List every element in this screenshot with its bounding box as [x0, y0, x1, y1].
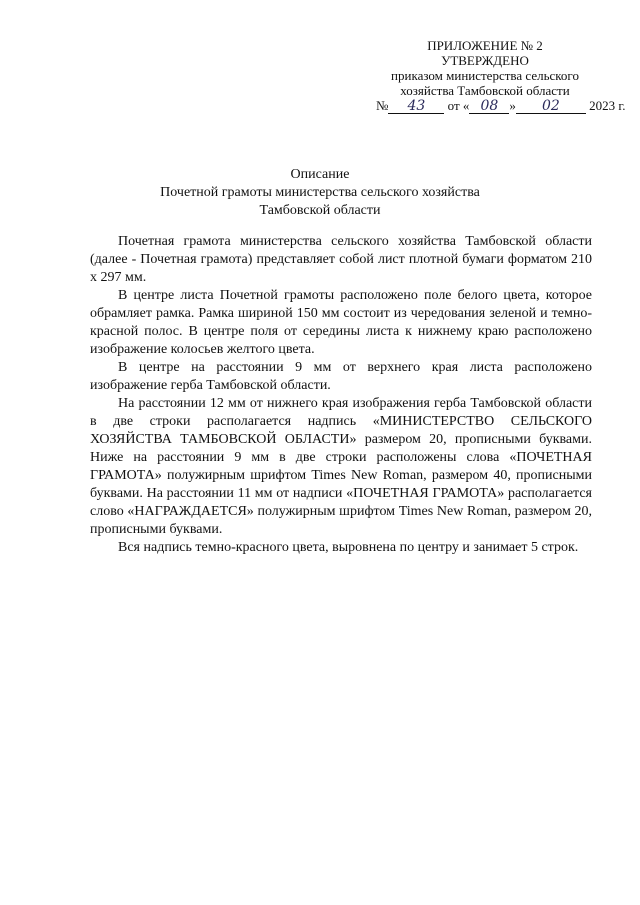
order-month-handwritten: 02 — [516, 99, 586, 114]
body-paragraph: Почетная грамота министерства сельского хозяйства Тамбовской области (далее - Почетная грамота) представляет собой лист плотной бумаги форматом 210 х 297 мм. — [90, 234, 592, 285]
document-title — [90, 166, 550, 220]
body-paragraph: Вся надпись темно-красного цвета, выровнена по центру и занимает 5 строк. — [118, 540, 579, 555]
order-number-handwritten: 43 — [388, 99, 444, 114]
order-number-sign: № — [376, 98, 389, 113]
order-day-handwritten: 08 — [469, 99, 509, 114]
approval-header — [360, 38, 610, 98]
order-reference — [376, 98, 626, 114]
approved-label: УТВЕРЖДЕНО — [441, 53, 529, 68]
body-paragraph: В центре листа Почетной грамоты расположено поле белого цвета, которое обрамляет рамка. Рамка шириной 150 мм состоит из чередования зеленой и темно-красной полос. В центре поля от середины листа к нижнему краю расположено изображение колосьев желтого цвета. — [90, 288, 592, 357]
order-issuer-line1: приказом министерства сельского — [391, 68, 579, 83]
body-paragraph: В центре на расстоянии 9 мм от верхнего края листа расположено изображение герба Тамбовской области. — [90, 360, 592, 393]
title-line-3: Тамбовской области — [259, 203, 381, 218]
appendix-number: ПРИЛОЖЕНИЕ № 2 — [427, 38, 543, 53]
order-issuer-line2: хозяйства Тамбовской области — [400, 83, 570, 98]
order-year: 2023 г. — [589, 98, 626, 113]
body-paragraph: На расстоянии 12 мм от нижнего края изображения герба Тамбовской области в две строки располагается надпись «МИНИСТЕРСТВО СЕЛЬСКОГО ХОЗЯЙСТВА ТАМБОВСКОЙ ОБЛАСТИ» размером 20, прописными буквами. Ниже на расстоянии 9 мм в две строки расположены слова «ПОЧЕТНАЯ ГРАМОТА» полужирным шрифтом Times New Roman, размером 40, прописными буквами. На расстоянии 11 мм от надписи «ПОЧЕТНАЯ ГРАМОТА» располагается слово «НАГРАЖДАЕТСЯ» полужирным шрифтом Times New Roman, размером 20, прописными буквами. — [90, 396, 592, 537]
title-line-2: Почетной грамоты министерства сельского хозяйства — [160, 185, 480, 200]
title-line-1: Описание — [290, 167, 350, 182]
document-body — [90, 233, 592, 557]
order-quote-close: » — [509, 98, 516, 113]
order-from-label: от « — [447, 98, 470, 113]
